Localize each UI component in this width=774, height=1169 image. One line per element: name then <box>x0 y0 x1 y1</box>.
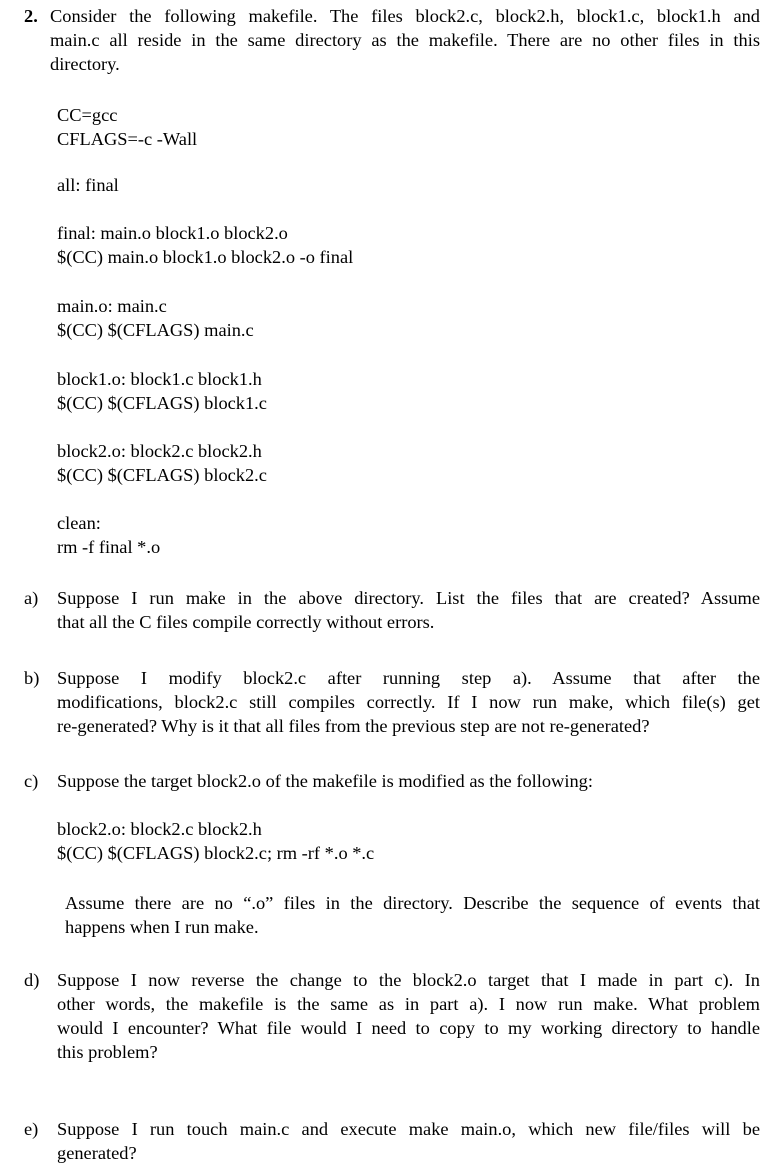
part-c-note-line-2: happens when I run make. <box>65 917 259 937</box>
makefile-line: rm -f final *.o <box>57 537 161 557</box>
makefile-line: main.o: main.c <box>57 296 167 316</box>
part-d-line-2: other words, the makefile is the same as in part a). I now run make. What problem <box>57 994 760 1014</box>
part-e-line-1: Suppose I run touch main.c and execute make main.o, which new file/files will be <box>57 1119 760 1139</box>
part-a-line-1: Suppose I run make in the above directory. List the files that are created? Assume <box>57 588 760 608</box>
part-d-line-4: this problem? <box>57 1042 158 1062</box>
part-c-label: c) <box>24 771 39 791</box>
makefile-line: all: final <box>57 175 119 195</box>
part-c-line-1: Suppose the target block2.o of the makefile is modified as the following: <box>57 771 593 791</box>
part-e-label: e) <box>24 1119 39 1139</box>
part-b-line-3: re-generated? Why is it that all files from the previous step are not re-generated? <box>57 716 650 736</box>
makefile-line: block1.o: block1.c block1.h <box>57 369 262 389</box>
question-number: 2. <box>24 6 38 26</box>
makefile-line: $(CC) $(CFLAGS) block2.c <box>57 465 267 485</box>
makefile-line: $(CC) $(CFLAGS) main.c <box>57 320 254 340</box>
part-d-line-1: Suppose I now reverse the change to the block2.o target that I made in part c). In <box>57 970 760 990</box>
intro-line-1: Consider the following makefile. The files block2.c, block2.h, block1.c, block1.h and <box>50 6 760 26</box>
part-c-note-line-1: Assume there are no “.o” files in the directory. Describe the sequence of events that <box>65 893 760 913</box>
part-d-label: d) <box>24 970 40 990</box>
makefile-line: $(CC) $(CFLAGS) block1.c <box>57 393 267 413</box>
makefile-line: CFLAGS=-c -Wall <box>57 129 198 149</box>
part-e-line-2: generated? <box>57 1143 137 1163</box>
part-a-line-2: that all the C files compile correctly without errors. <box>57 612 435 632</box>
makefile-line: final: main.o block1.o block2.o <box>57 223 288 243</box>
part-b-line-2: modifications, block2.c still compiles correctly. If I now run make, which file(s) get <box>57 692 760 712</box>
part-c-code-line: block2.o: block2.c block2.h <box>57 819 262 839</box>
makefile-line: block2.o: block2.c block2.h <box>57 441 262 461</box>
intro-line-2: main.c all reside in the same directory as the makefile. There are no other files in this <box>50 30 760 50</box>
makefile-line: $(CC) main.o block1.o block2.o -o final <box>57 247 354 267</box>
part-b-line-1: Suppose I modify block2.c after running step a). Assume that after the <box>57 668 760 688</box>
part-b-label: b) <box>24 668 40 688</box>
intro-line-3: directory. <box>50 54 120 74</box>
part-c-code-line: $(CC) $(CFLAGS) block2.c; rm -rf *.o *.c <box>57 843 375 863</box>
makefile-line: clean: <box>57 513 101 533</box>
makefile-line: CC=gcc <box>57 105 118 125</box>
part-d-line-3: would I encounter? What file would I need to copy to my working directory to handle <box>57 1018 760 1038</box>
part-a-label: a) <box>24 588 39 608</box>
